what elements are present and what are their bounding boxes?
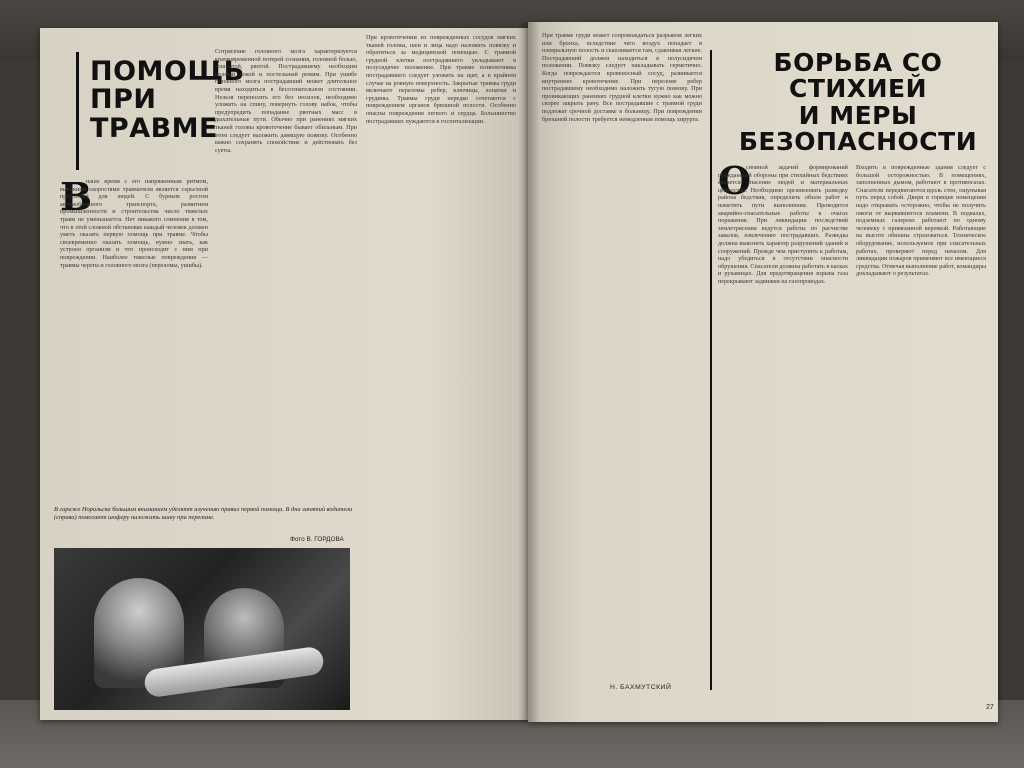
right-title-line-3: БЕЗОПАСНОСТИ	[738, 126, 978, 156]
article-author: Н. БАХМУТСКИЙ	[610, 684, 672, 691]
page-number: 27	[986, 704, 994, 711]
title-rule	[76, 52, 79, 170]
left-column-3: При кровотечении из поврежденных сосудов мягких тканей головы, шеи и лица надо наложить повязку и обратиться за медицинской помощью. С травмой грудной клетки пострадавшего укладывают в полусидячее положение. При травме позвоночника пострадавшего следует уложить на щит, а в крайнем случае на ровную поверхность. Закрытые травмы груди включают переломы ребер, ключицы, лопатки и грудины. Травмы груди нередко сочетаются с повреждением органов брюшной полости. Особенно опасны повреждения легкого и сердца. Большинство пострадавших нуждаются в госпитализации.	[366, 34, 516, 125]
photo-credit: Фото В. ГОРДОВА	[290, 536, 344, 543]
photograph	[54, 548, 350, 710]
right-title-line-2: И МЕРЫ	[798, 100, 918, 130]
left-column-1: наше время с его напряженным ритмом, высокими скоростями травматизм является серьезной проблемой для людей. С бурным ростом автомобильного транспорта, развитием промышленности и строительства число тяжелых травм не уменьшается. Нет никакого сомнения в том, что в этой сложной обстановке каждый человек должен уметь оказать первую помощь при травме. Чтобы своевременно оказать помощь, нужно знать, как устроен организм и что происходит с ним при повреждении. Наиболее тяжелые повреждения — травмы черепа и головного мозга (переломы, ушибы).	[60, 178, 208, 269]
left-page	[40, 28, 528, 720]
section-rule	[710, 50, 712, 690]
drop-cap-right: О	[718, 158, 752, 203]
right-column-3: Входить в поврежденные здания следует с большой осторожностью. В помещениях, заполненных дымом, работают в противогазах. Спасатели передвигаются вдоль стен, ощупывая путь перед собой. Двери в горящие помещения надо открывать осторожно, чтобы не получить ожоги от вырвавшегося пламени. В подвалах, подземных галереях работают по одному человеку с привязанной веревкой. Работающие на высоте обязаны страховаться. Техническое оборудование, используемое при спасательных работах, проверяют перед началом. Для ликвидации пожаров применяют все имеющиеся средства. Отмечая выполнение работ, командиры докладывают о результатах.	[856, 164, 986, 278]
right-column-1: При травме груди может сопровождаться разрывом легких или бронха, вследствие чего воздух попадает в плевральную полость и скапливается там, сдавливая легкие. Пострадавший должен находиться в полусидячем положении. Повязку следует накладывать герметично. Когда повреждается кровеносный сосуд, развивается внутреннее кровотечение. При переломе ребер пострадавшему необходимо наложить тугую повязку. При проникающих ранениях грудной клетки нужно как можно скорее закрыть рану. Все пострадавшие с травмой груди подлежат срочной доставке в больницу. При повреждении брюшной полости требуется немедленная помощь хирурга.	[542, 32, 702, 123]
right-page	[528, 22, 998, 722]
magazine-spine	[518, 22, 540, 722]
photo-caption: В гараже Норильска большим вниманием уделяют изучению правил первой помощи. В дни занятий водители (справа) помогают шоферу наложить шину при переломе.	[54, 506, 353, 521]
right-column-2: сновной задачей формирований гражданской обороны при стихийных бедствиях является спасение людей и материальных ценностей. Необходимо организовать разведку района бедствия, определить объем работ и наметить пути выполнения. Проводится аварийно-спасательные работы в очагах поражения. При ликвидации последствий землетрясения ведутся работы по расчистке завалов, извлечению пострадавших. Разведка должна выяснить характер разрушений зданий и сооружений. Прежде чем приступить к работам, надо убедиться в отсутствии опасности обрушения. Спасатели должны работать в касках и рукавицах. Для предотвращения взрыва газа перекрывают задвижки на газопроводах.	[718, 164, 848, 285]
left-title-line-3: ТРАВМЕ	[90, 112, 218, 144]
right-page-title	[728, 50, 988, 155]
left-column-2: Сотрясение головного мозга характеризуется кратковременной потерей сознания, головной болью, тошнотой, рвотой. Пострадавшему необходим полный покой и постельный режим. При ушибе головного мозга пострадавший может длительное время находиться в бессознательном состоянии. Нельзя переносить его без носилок, необходимо уложить на спину, повернуть голову набок, чтобы предупредить попадание рвотных масс в дыхательные пути. Обычно при ранениях мягких тканей головы кровотечение бывает обильным. При этом следует наложить давящую повязку. Особенно важно сохранять спокойствие и действовать без суеты.	[215, 48, 357, 154]
drop-cap: В	[60, 174, 93, 219]
right-title-line-1: БОРЬБА СО СТИХИЕЙ	[773, 48, 943, 104]
left-title-line-1: ПОМОЩЬ	[90, 56, 245, 87]
left-title-line-2: ПРИ	[90, 84, 157, 116]
